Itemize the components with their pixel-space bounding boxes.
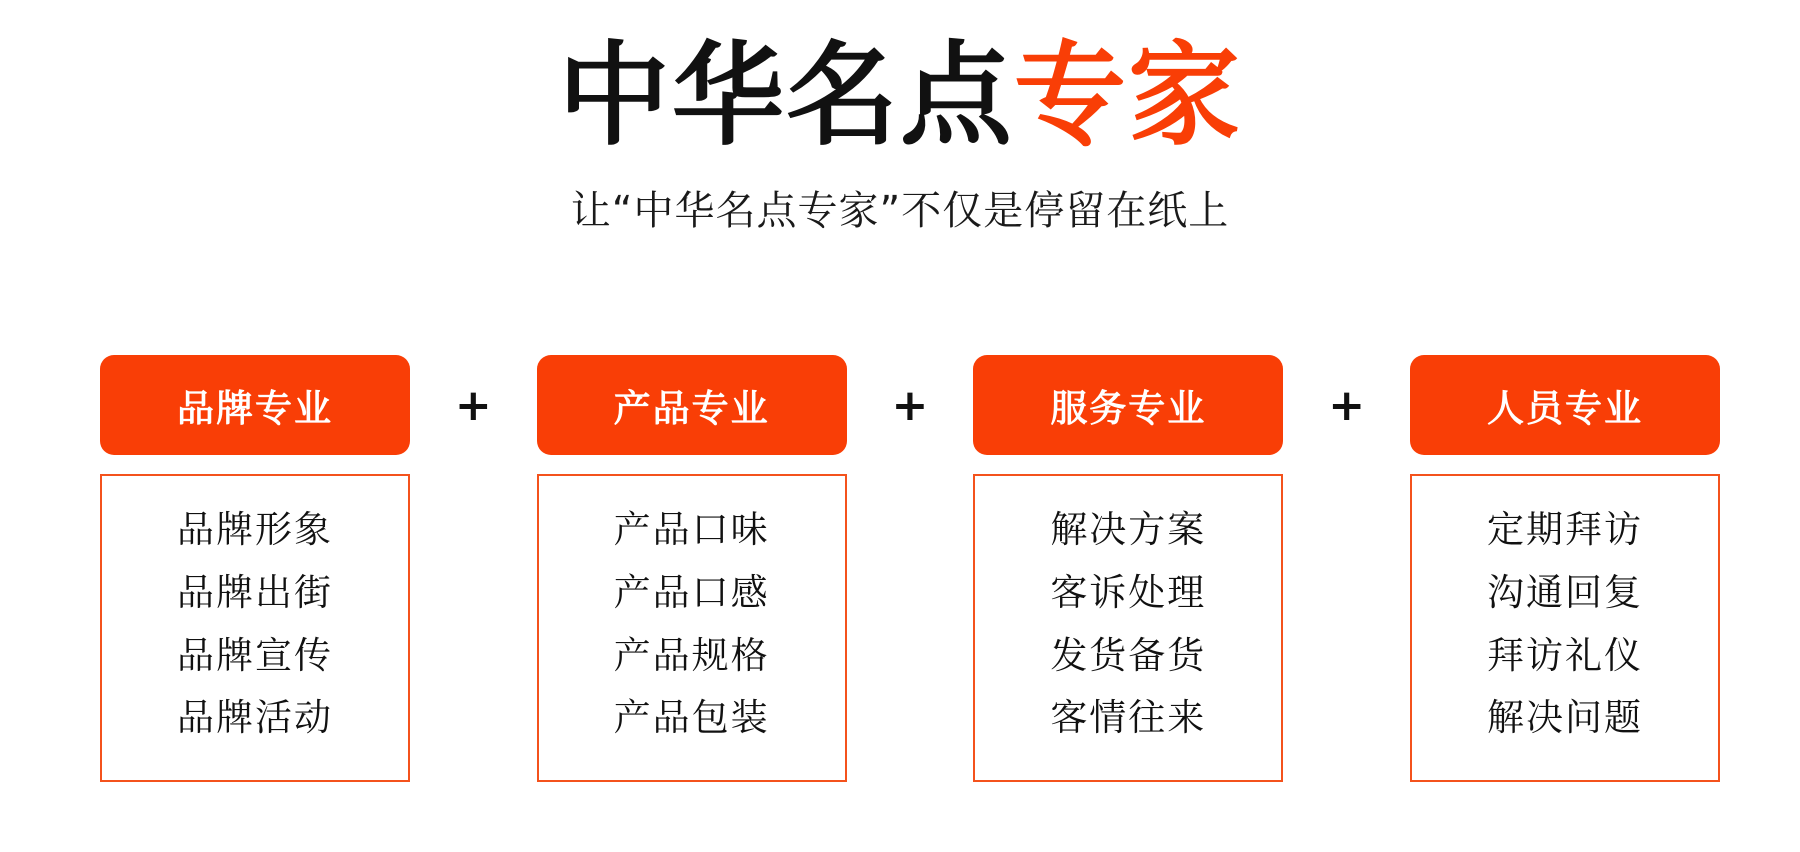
list-item: 发货备货 (1050, 633, 1207, 677)
column-product (537, 355, 847, 782)
list-item: 品牌出街 (177, 570, 333, 614)
column-header-service: 服务专业 (973, 355, 1283, 455)
column-body-brand (100, 474, 410, 782)
column-body-service (973, 474, 1283, 782)
column-body-product (537, 474, 847, 782)
list-item: 解决方案 (1050, 508, 1207, 551)
list-item: 品牌活动 (177, 696, 333, 740)
page-subtitle: 让“中华名点专家”不仅是停留在纸上 (570, 188, 1230, 235)
list-item: 品牌宣传 (177, 633, 333, 677)
column-brand (100, 355, 410, 782)
list-item: 客诉处理 (1050, 570, 1207, 614)
list-item: 拜访礼仪 (1486, 633, 1643, 677)
list-item: 产品包装 (613, 696, 770, 740)
list-item: 产品口感 (613, 570, 770, 614)
list-item: 客情往来 (1050, 696, 1207, 740)
plus-separator-2: + (891, 379, 929, 431)
plus-separator-1: + (454, 379, 492, 431)
column-header-staff: 人员专业 (1410, 355, 1720, 455)
page-title-accent: 专家 (1014, 31, 1242, 161)
page-title (0, 31, 1800, 161)
column-header-product: 产品专业 (537, 355, 847, 455)
page-title-primary: 中华名点 (558, 31, 1014, 161)
title-block (0, 0, 1800, 237)
list-item: 品牌形象 (177, 508, 333, 551)
list-item: 产品规格 (613, 633, 770, 677)
column-header-brand: 品牌专业 (100, 355, 410, 455)
column-body-staff (1410, 474, 1720, 782)
column-staff (1410, 355, 1720, 782)
column-service (973, 355, 1283, 782)
list-item: 沟通回复 (1486, 570, 1643, 614)
plus-separator-3: + (1328, 379, 1366, 431)
list-item: 解决问题 (1486, 696, 1643, 740)
columns-container (100, 355, 1720, 782)
list-item: 产品口味 (613, 508, 770, 551)
list-item: 定期拜访 (1486, 508, 1643, 551)
